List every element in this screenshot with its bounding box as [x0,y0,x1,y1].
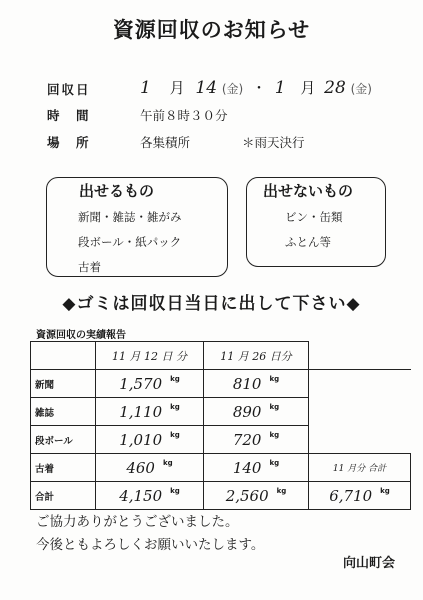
row-label: 新聞 [31,370,96,398]
put-out-notice: ◆ゴミは回収日当日に出して下さい◆ [62,294,361,314]
row-value: 1,110 $^{kg}$ [96,398,204,426]
table-corner-cell [31,342,96,370]
not-accepted-items-box [246,177,386,267]
row-value: 890 $^{kg}$ [204,398,309,426]
accepted-item: 古着 [78,260,101,274]
time-label: 時 間 [47,108,91,123]
row-value: 1,570 $^{kg}$ [96,370,204,398]
thanks-line-1: ご協力ありがとうございました。 [36,514,239,530]
col2-header: 11 月 26 日分 [204,342,309,370]
row-value: 140 $^{kg}$ [204,454,309,482]
table-row [31,454,411,482]
table-empty-cell [309,426,411,454]
row-label: 雑誌 [31,398,96,426]
place-value: 各集積所 [140,135,191,150]
row-value: 810 $^{kg}$ [204,370,309,398]
notice-title: 資源回収のお知らせ [112,18,311,42]
date1-day: 14 [195,78,218,98]
date1-month-unit: 月 [169,79,185,97]
date2-weekday: (金) [350,82,372,96]
collection-report-table [30,341,411,510]
row-value: 1,010 $^{kg}$ [96,426,204,454]
row-label: 段ボール [31,426,96,454]
not-accepted-item: ビン・缶類 [285,210,343,224]
place-label: 場 所 [47,135,91,150]
row-value: 720 $^{kg}$ [204,426,309,454]
row-label: 合計 [31,482,96,510]
table-row [31,370,411,398]
table-row [31,398,411,426]
table-empty-cell [309,370,411,398]
table-empty-cell [309,342,411,370]
thanks-line-2: 今後ともよろしくお願いいたします。 [36,537,265,553]
accepted-item: 段ボール・紙パック [78,235,182,249]
date2-month: 1 [274,78,286,98]
table-empty-cell [309,398,411,426]
collection-date-label: 回収日 [47,82,91,97]
date-separator: ・ [251,81,266,97]
accepted-item: 新聞・雑誌・雑がみ [78,210,182,224]
table-header-row [31,342,411,370]
row-value: 460 $^{kg}$ [96,454,204,482]
accepted-items-box [46,177,228,277]
row-label: 古着 [31,454,96,482]
rain-note: ＊雨天決行 [242,135,305,150]
month-total-value: 6,710 $^{kg}$ [309,482,411,510]
col1-header: 11 月 12 日 分 [96,342,204,370]
report-heading: 資源回収の実績報告 [36,330,126,341]
date2-day: 28 [324,78,346,98]
row-value: 2,560 $^{kg}$ [204,482,309,510]
date1-month: 1 [140,78,151,98]
time-value: 午前８時３０分 [140,108,228,123]
accepted-title: 出せるもの [79,182,155,200]
date1-weekday: (金) [221,82,244,96]
date2-month-unit: 月 [300,79,316,97]
collection-dates [140,77,372,98]
month-total-label: 11 月分 合計 [309,454,411,482]
table-row [31,426,411,454]
not-accepted-title: 出せないもの [263,182,354,200]
not-accepted-item: ふとん等 [285,235,331,249]
row-value: 4,150 $^{kg}$ [96,482,204,510]
signature: 向山町会 [342,556,395,571]
table-row-total [31,482,411,510]
